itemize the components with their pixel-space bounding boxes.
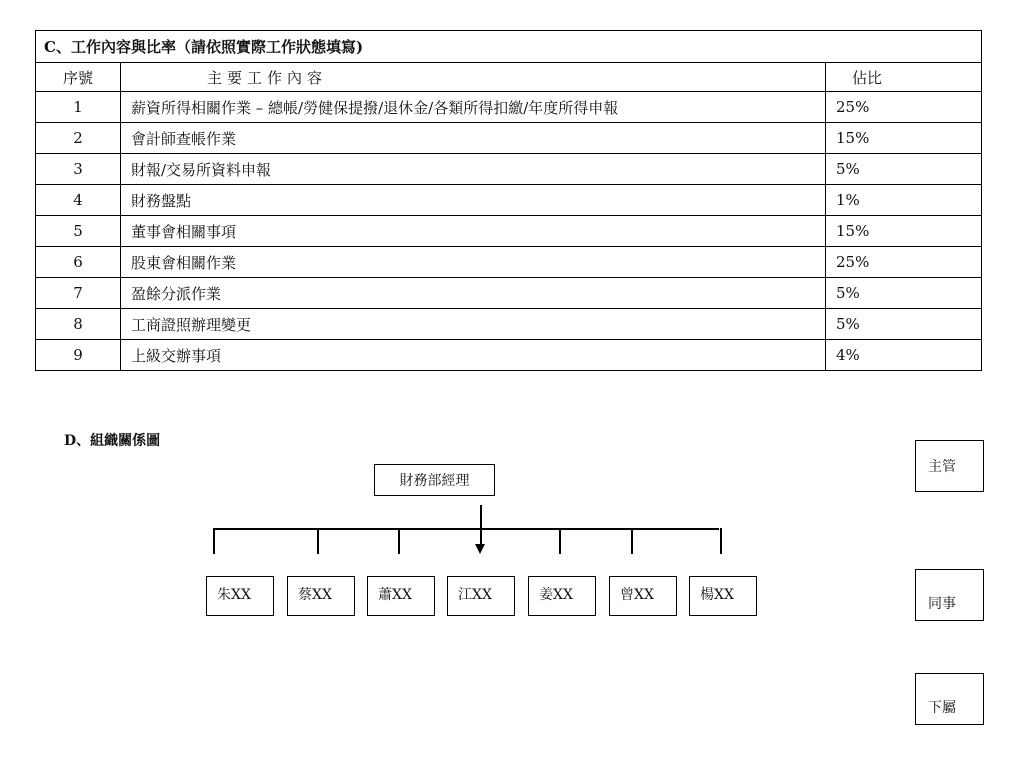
staff-box: 蕭XX xyxy=(367,576,435,616)
staff-box: 江XX xyxy=(447,576,515,616)
header-content: 主要工作內容 xyxy=(121,63,826,92)
row-ratio: 15% xyxy=(826,123,982,154)
row-content: 盈餘分派作業 xyxy=(121,278,826,309)
row-ratio: 25% xyxy=(826,247,982,278)
row-ratio: 5% xyxy=(826,309,982,340)
row-seq: 9 xyxy=(36,340,121,371)
branch-drop-line xyxy=(398,528,400,554)
row-content: 工商證照辦理變更 xyxy=(121,309,826,340)
row-seq: 5 xyxy=(36,216,121,247)
row-ratio: 5% xyxy=(826,154,982,185)
table-row xyxy=(36,185,982,216)
branch-drop-line xyxy=(213,528,215,554)
table-header-row xyxy=(36,63,982,92)
manager-box: 財務部經理 xyxy=(374,464,495,496)
down-arrow-icon xyxy=(475,544,485,554)
row-content: 財報/交易所資料申報 xyxy=(121,154,826,185)
table-row xyxy=(36,123,982,154)
staff-box: 姜XX xyxy=(528,576,596,616)
row-seq: 8 xyxy=(36,309,121,340)
branch-drop-line xyxy=(559,528,561,554)
table-row xyxy=(36,340,982,371)
header-ratio: 佔比 xyxy=(826,63,982,92)
branch-drop-line xyxy=(720,528,722,554)
legend-supervisor-box: 主管 xyxy=(915,440,984,492)
table-row xyxy=(36,309,982,340)
row-content: 上級交辦事項 xyxy=(121,340,826,371)
table-title-row xyxy=(36,31,982,63)
row-ratio: 4% xyxy=(826,340,982,371)
branch-drop-line xyxy=(631,528,633,554)
staff-box: 楊XX xyxy=(689,576,757,616)
row-seq: 2 xyxy=(36,123,121,154)
row-seq: 1 xyxy=(36,92,121,123)
row-content: 財務盤點 xyxy=(121,185,826,216)
row-ratio: 5% xyxy=(826,278,982,309)
row-seq: 4 xyxy=(36,185,121,216)
row-content: 股東會相關作業 xyxy=(121,247,826,278)
table-row xyxy=(36,154,982,185)
row-content: 董事會相關事項 xyxy=(121,216,826,247)
table-row xyxy=(36,92,982,123)
horizontal-branch-line xyxy=(213,528,719,530)
section-c-title: C、工作內容與比率（請依照實際工作狀態填寫) xyxy=(36,31,982,63)
section-d-title: D、組織關係圖 xyxy=(64,433,161,449)
row-ratio: 15% xyxy=(826,216,982,247)
row-ratio: 25% xyxy=(826,92,982,123)
table-row xyxy=(36,216,982,247)
branch-drop-line xyxy=(317,528,319,554)
row-seq: 7 xyxy=(36,278,121,309)
work-content-table xyxy=(35,30,982,371)
row-content: 會計師查帳作業 xyxy=(121,123,826,154)
staff-box: 蔡XX xyxy=(287,576,355,616)
manager-connector-line xyxy=(480,505,482,547)
legend-subordinate-box: 下屬 xyxy=(915,673,984,725)
header-seq: 序號 xyxy=(36,63,121,92)
row-seq: 3 xyxy=(36,154,121,185)
table-row xyxy=(36,247,982,278)
row-content: 薪資所得相關作業 – 總帳/勞健保提撥/退休金/各類所得扣繳/年度所得申報 xyxy=(121,92,826,123)
staff-box: 曾XX xyxy=(609,576,677,616)
staff-box: 朱XX xyxy=(206,576,274,616)
row-ratio: 1% xyxy=(826,185,982,216)
legend-colleague-box: 同事 xyxy=(915,569,984,621)
table-row xyxy=(36,278,982,309)
row-seq: 6 xyxy=(36,247,121,278)
